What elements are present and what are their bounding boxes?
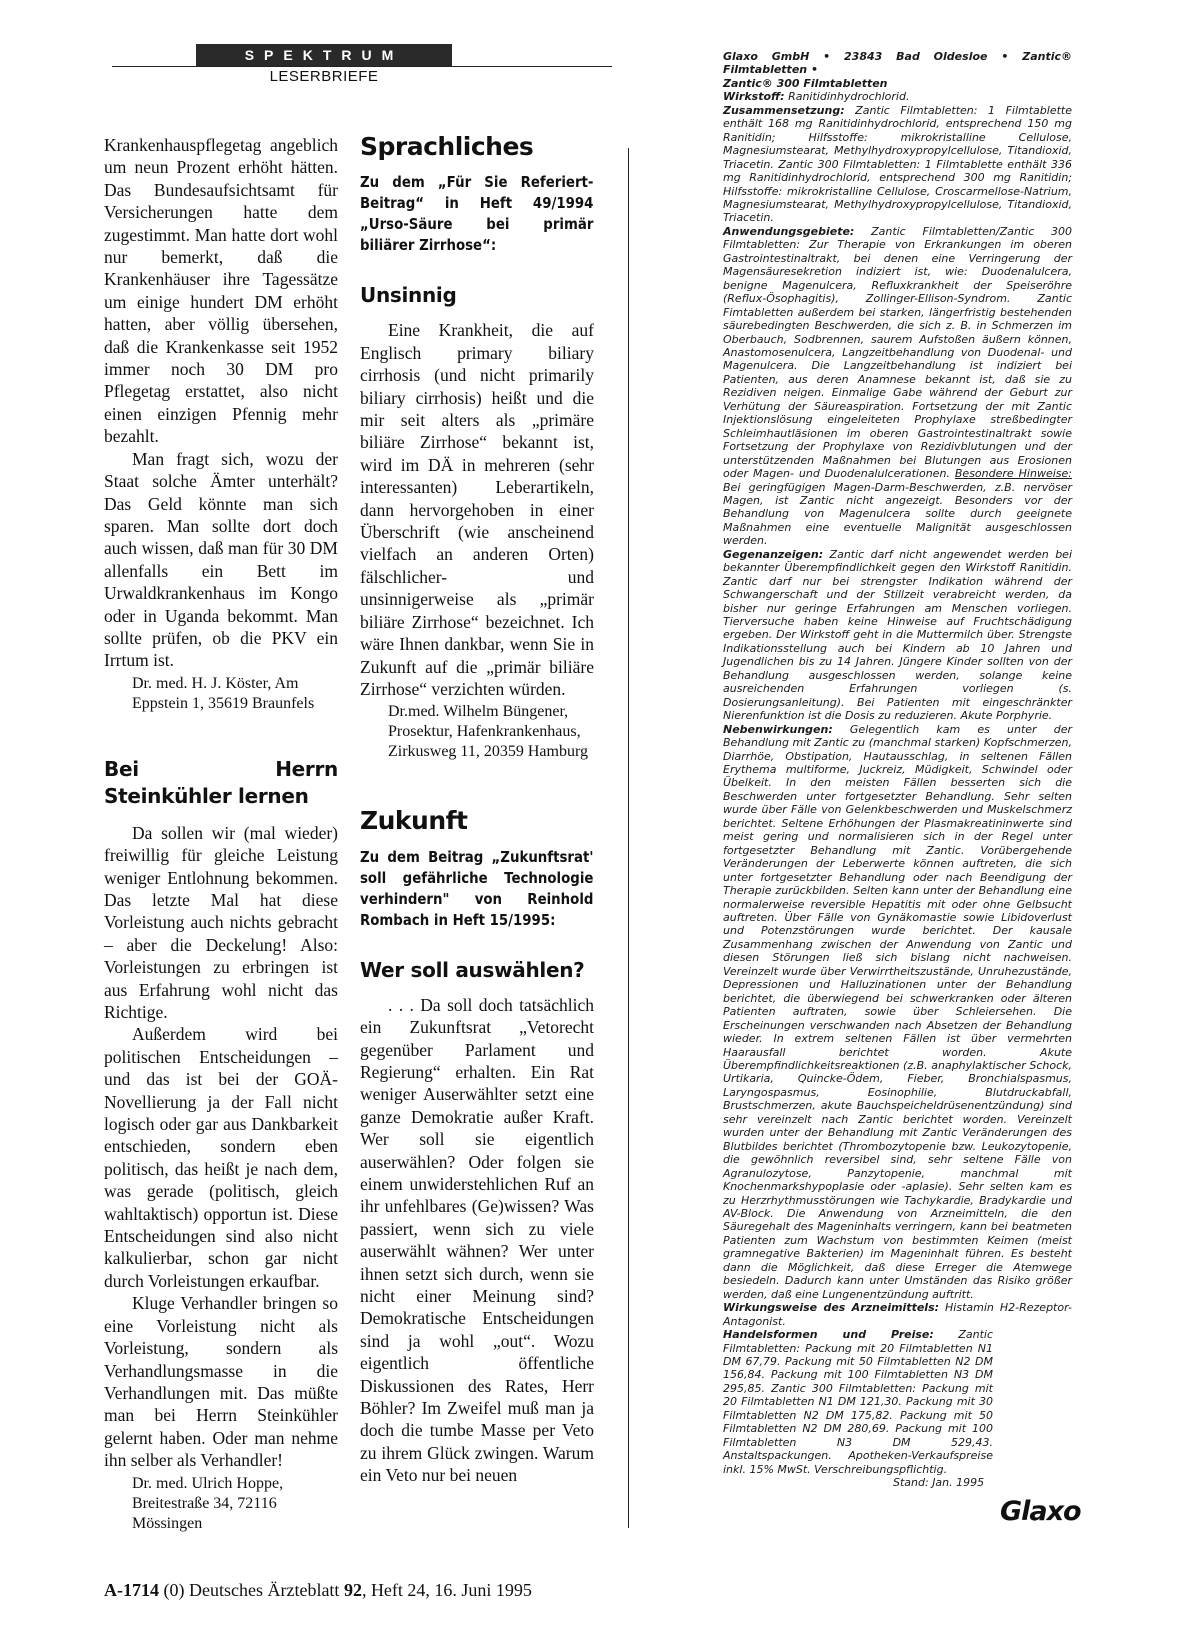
section-title: Zukunft bbox=[360, 806, 468, 836]
section-label: SPEKTRUM bbox=[196, 44, 452, 66]
ad-stand: Stand: Jan. 1995 bbox=[893, 1476, 985, 1490]
drug-information-ad bbox=[723, 50, 1072, 1489]
paragraph: Kluge Verhandler bringen so eine Vorleistung nicht als Vorleistung, sondern als Verhandlungsmasse in die Verhandlungen mit. Das müßte man bei Herrn Steinkühler gelernt haben. Oder man nehme ihn selber als Verhandler! bbox=[104, 1293, 338, 1471]
letter-heading: Wer soll auswählen? bbox=[360, 957, 585, 982]
ad-wirkstoff: Wirkstoff: Ranitidinhydrochlorid. bbox=[723, 90, 910, 104]
section-title: Sprachliches bbox=[360, 132, 534, 161]
journal-volume: 92 bbox=[343, 1580, 362, 1600]
paragraph: . . . Da soll doch tatsächlich ein Zukunftsrat „Vetorecht gegenüber Parlament und Regierung“ erhalten. Ein Rat weniger Auserwählter setzt eine ganze Demokratie außer Kraft. Wer soll sie eigentlich auserwählen? Oder folgen sie einem unwiderstehlichen Ruf an ihr unfehlbares (Ge)wissen? Was passiert, wenn sich zu viele auserwählt wähnen? Wer unter ihnen setzt sich durch, wenn sie nicht einer Meinung sind? Demokratische Entscheidungen sind ja wohl „out“. Wozu eigentlich öffentliche Diskussionen des Rates, Herr Böhler? Im Zweifel muß man ja doch die tumbe Masse per Veto zu ihrem Glück zwingen. Warum ein Veto nur bei neuen bbox=[360, 994, 594, 1486]
page-number: A-1714 bbox=[104, 1580, 159, 1600]
letter-signature: Dr. med. H. J. Köster, Am Eppstein 1, 35619 Braunfels bbox=[132, 674, 315, 712]
paragraph: Krankenhauspflegetag angeblich um neun Prozent erhöht hätten. Das Bundesaufsichtsamt für Versicherungen hatte dem zugestimmt. Man hatte dort wohl nur bemerkt, daß die Krankenhäuser ihre Tagessätze um einige hundert DM erhöht hatten, aber völlig übersehen, daß die Krankenkasse seit 1952 immer noch 30 DM pro Pflegetag erstattet, also nicht einen einzigen Pfennig mehr bezahlt. bbox=[104, 135, 338, 447]
section-intro: Zu dem „Für Sie Referiert-Beitrag“ in Heft 49/1994 „Urso-Säure bei primär biliärer Zirrhose“: bbox=[360, 173, 594, 255]
column-1 bbox=[104, 134, 338, 1534]
section-intro: Zu dem Beitrag „Zukunftsrat' soll gefährliche Technologie verhindern" von Reinhold Rombach in Heft 15/1995: bbox=[360, 847, 594, 929]
column-rule bbox=[628, 148, 629, 1528]
subsection-label: LESERBRIEFE bbox=[269, 68, 379, 85]
paragraph: Man fragt sich, wozu der Staat solche Ämter unterhält? Das Geld könnte man sich sparen. Man sollte dort doch auch wissen, daß man für 30 DM allenfalls ein Bett im Urwaldkrankenhaus im Kongo oder in Uganda bekommt. Man sollte prüfen, ob die PKV ein Irrtum ist. bbox=[104, 448, 338, 671]
paragraph: Eine Krankheit, die auf Englisch primary biliary cirrhosis (und nicht primarily biliary cirrhosis) heißt und die mir seit alters als „primäre biliäre Zirrhose“ bekannt ist, wird im DÄ in mehreren (sehr interessanten) Leberartikeln, dann hervorgehoben in einer Überschrift (wie anscheinend vielfach an anderen Orten) fälschlicher- und unsinnigerweise als „primär biliäre Zirrhose“ bezeichnet. Ich wäre Ihnen dankbar, wenn Sie in Zukunft auf die „primär biliäre Zirrhose“ verzichten würden. bbox=[360, 320, 594, 699]
ad-product-line: Zantic® 300 Filmtabletten bbox=[723, 76, 888, 90]
issue-date: , Heft 24, 16. Juni 1995 bbox=[361, 1580, 532, 1600]
header-rule bbox=[112, 66, 612, 67]
letter-heading: Bei Herrn Steinkühler lernen bbox=[104, 756, 338, 808]
glaxo-logo: Glaxo bbox=[1000, 1496, 1081, 1527]
paragraph: Da sollen wir (mal wieder) freiwillig für gleiche Leistung weniger Entlohnung bekommen. Das letzte Mal hat diese Vorleistung auch nichts gebracht – aber die Deckelung! Also: Vorleistungen zu erbringen ist aus Erfahrung wohl nicht das Richtige. bbox=[104, 822, 338, 1022]
ad-nebenwirkungen: Nebenwirkungen: Gelegentlich kam es unter der Behandlung mit Zantic zu (manchmal starken) Kopfschmerzen, Diarrhöe, Obstipation, Hautausschlag, in seltenen Fällen Erythema multiforme, Juckreiz, Müdigkeit, Schwindel oder Übelkeit. In den meisten Fällen besserten sich die Beschwerden unter fortgesetzter Behandlung. Sehr selten wurde über Fälle von Gelenkbeschwerden und Muskelschmerz berichtet. Seltene Erhöhungen der Plasmakreatininwerte sind meist gering und normalisieren sich in der Regel unter fortgesetzter Behandlung mit Zantic. Vorübergehende Veränderungen der Leberwerte können auftreten, die sich unter fortgesetzter Behandlung oder nach Beendigung der Therapie zurückbilden. Selten kann unter der Behandlung eine normalerweise reversible Hepatitis mit oder ohne Gelbsucht auftreten. Über Fälle von Gynäkomastie sowie Libidoverlust und Potenzstörungen wurde berichtet. Der kausale Zusammenhang zwischen der Anwendung von Zantic und diesen Störungen ließ sich bislang nicht nachweisen. Vereinzelt wurde über Verwirrtheitszustände, Unruhezustände, Depressionen und Halluzinationen unter der Behandlung berichtet, die überwiegend bei schwerkranken oder älteren Patienten auftraten, sowie über Schleiersehen. Die Erscheinungen verschwanden nach Absetzen der Behandlung wieder. In extrem seltenen Fällen ist über vermehrten Haarausfall berichtet worden. Akute Überempfindlichkeitsreaktionen (z.B. anaphylaktischer Schock, Urtikaria, Quincke-Ödem, Fieber, Bronchialspasmus, Laryngospasmus, Eosinophilie, Blutdruckabfall, Brustschmerzen, akute Bauchspeicheldrüsenentzündung) sind sehr vereinzelt nach Zantic berichtet worden. Vereinzelt wurden unter der Behandlung mit Zantic Veränderungen des Blutbildes berichtet (Thrombozytopenie bzw. Leukozytopenie, die gewöhnlich reversibel sind, sehr seltene Fälle von Agranulozytose, Panzytopenie, manchmal mit Knochenmarkshypoplasie oder -aplasie). Sehr selten kam es zu Herzrhythmusstörungen wie Tachykardie, Bradykardie und AV-Block. Die Anwendung von Arzneimitteln, die den Säuregehalt des Mageninhalts verringern, kann bei beatmeten Patienten zum Wachstum von bestimmten Keimen (meist gramnegative Bakterien) im Mageninhalt führen. Es besteht dann die Möglichkeit, daß diese Erreger die Atemwege besiedeln. Dadurch kann unter Umständen das Risiko größer werden, daß eine Lungenentzündung auftritt. bbox=[723, 722, 1072, 1301]
letter-heading: Unsinnig bbox=[360, 283, 457, 308]
letter-signature: Dr. med. Ulrich Hoppe, Breitestraße 34, 72116 Mössingen bbox=[132, 1474, 284, 1532]
paragraph: Außerdem wird bei politischen Entscheidungen – und das ist bei der GOÄ-Novellierung ja der Fall nicht logisch oder gar aus Dankbarkeit entschieden, sondern eben politisch, das heißt je nach dem, was gerade (politisch, gleich wahltaktisch) opportun ist. Diese Entscheidungen sind also nicht kalkulierbar, schon gar nicht durch Vorleistungen erkaufbar. bbox=[104, 1024, 338, 1291]
ad-handelsformen: Handelsformen und Preise: Zantic Filmtabletten: Packung mit 20 Filmtabletten N1 DM 67,79. Packung mit 50 Filmtabletten N2 DM 156,84. Packung mit 100 Filmtabletten N3 DM 295,85. Zantic 300 Filmtabletten: Packung mit 20 Filmtabletten N1 DM 121,30. Packung mit 30 Filmtabletten N2 DM 175,82. Packung mit 50 Filmtabletten N2 DM 280,69. Packung mit 100 Filmtabletten N3 DM 529,43. Anstaltspackungen. Apotheken-Verkaufspreise inkl. 15% MwSt. Verschreibungspflichtig. bbox=[723, 1328, 993, 1476]
ad-wirkungsweise: Wirkungsweise des Arzneimittels: Histamin H2-Rezeptor-Antagonist. bbox=[723, 1301, 1072, 1328]
ad-anwendungsgebiete: Anwendungsgebiete: Zantic Filmtabletten/Zantic 300 Filmtabletten: Zur Therapie von Erkrankungen im oberen Gastrointestinaltrakt, bei denen eine Verringerung der Magensäuresekretion indiziert ist, wie: Duodenalulcera, benigne Magenulcera, Refluxkrankheit der Speiseröhre (Reflux-Ösophagitis), Zollinger-Ellison-Syndrom. Zantic Fimtabletten außerdem bei starken, längerfristig bestehenden säurebedingten Beschwerden, die sich z. B. in Schmerzen im Oberbauch, Sodbrennen, saurem Aufstoßen äußern können, Anastomosenulcera, Langzeitbehandlung von Duodenal- und Magenulcera. Die Langzeitbehandlung ist indiziert bei Patienten, aus deren Anamnese bekannt ist, daß sie zu Rezidiven neigen. Einmalige Gabe während der Geburt zur Verhütung der Säureaspiration. Fortsetzung der mit Zantic Injektionslösung eingeleiteten Prophylaxe streßbedingter Schleimhautläsionen im oberen Gastrointestinaltrakt sowie Fortsetzung der Prophylaxe von Rezidivblutungen und der unterstützenden Maßnahmen bei Blutungen aus Erosionen oder Magen- und Duodenalulcerationen. Besondere Hinweise: Bei geringfügigen Magen-Darm-Beschwerden, z.B. nervöser Magen, ist Zantic nicht angezeigt. Besonders vor der Behandlung von Magenulcera sollte durch geeignete Maßnahmen eine eventuelle Malignität ausgeschlossen werden. bbox=[723, 224, 1072, 548]
column-2 bbox=[360, 132, 594, 1487]
ad-company-line: Glaxo GmbH • 23843 Bad Oldesloe • Zantic® Filmtabletten • bbox=[723, 50, 1072, 77]
letter-signature: Dr.med. Wilhelm Büngener, Prosektur, Hafenkrankenhaus, Zirkusweg 11, 20359 Hamburg bbox=[388, 703, 588, 761]
ad-gegenanzeigen: Gegenanzeigen: Zantic darf nicht angewendet werden bei bekannter Überempfindlichkeit gegen den Wirkstoff Ranitidin. Zantic darf nur bei strengster Indikation während der Schwangerschaft und der Stillzeit verabreicht werden, da bisher nur geringe Erfahrungen am Menschen vorliegen. Tierversuche haben keine Hinweise auf Fruchtschädigung ergeben. Der Wirkstoff geht in die Muttermilch über. Strengste Indikationsstellung auch bei Kindern ab 10 Jahren und Jugendlichen bis zu 14 Jahren. Jüngere Kinder sollten von der Behandlung ausgeschlossen werden, solange keine ausreichenden Erfahrungen vorliegen (s. Dosierungsanleitung). Bei Patienten mit eingeschränkter Nierenfunktion ist die Dosis zu reduzieren. Akute Porphyrie. bbox=[723, 547, 1072, 723]
journal-name: (0) Deutsches Ärzteblatt bbox=[163, 1580, 340, 1600]
ad-zusammensetzung: Zusammensetzung: Zantic Filmtabletten: 1 Filmtablette enthält 168 mg Ranitidinhydrochlorid, entsprechend 150 mg Ranitidin; Hilfsstoffe: mikrokristalline Cellulose, Magnesiumstearat, Methylhydroxypropylcellulose, Titandioxid, Triacetin. Zantic 300 Filmtabletten: 1 Filmtablette enthält 336 mg Ranitidinhydrochlorid, entsprechend 300 mg Ranitidin; Hilfsstoffe: mikrokristalline Cellulose, Croscarmellose-Natrium, Magnesiumstearat, Methylhydroxypropylcellulose, Titandioxid, Triacetin. bbox=[723, 103, 1072, 225]
page-footer bbox=[104, 1580, 532, 1601]
